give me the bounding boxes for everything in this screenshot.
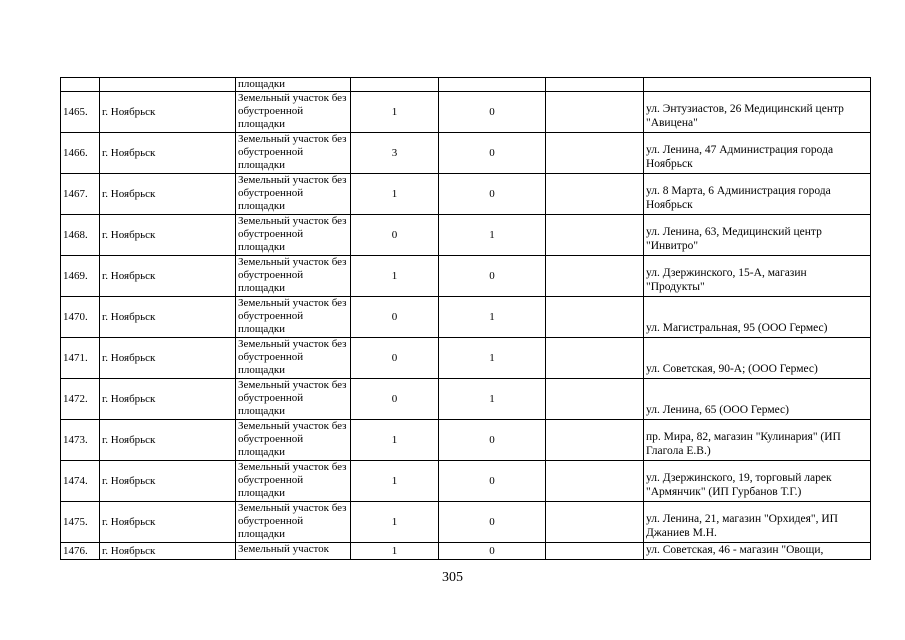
table-row bbox=[61, 338, 871, 379]
cell-address: ул. Ленина, 63, Медицинский центр "Инвитро" bbox=[644, 215, 871, 256]
cell-col4: 3 bbox=[351, 133, 439, 174]
cell-type: Земельный участок без обустроенной площадки bbox=[236, 256, 351, 297]
cell-type: Земельный участок без обустроенной площадки bbox=[236, 174, 351, 215]
cell-num: 1471. bbox=[61, 338, 100, 379]
cell-num: 1468. bbox=[61, 215, 100, 256]
cell-col6 bbox=[546, 215, 644, 256]
cell-type: Земельный участок без обустроенной площадки bbox=[236, 92, 351, 133]
table-row bbox=[61, 297, 871, 338]
cell-num: 1466. bbox=[61, 133, 100, 174]
cell-col4: 0 bbox=[351, 297, 439, 338]
cell-num: 1474. bbox=[61, 461, 100, 502]
cell-col5: 0 bbox=[439, 133, 546, 174]
cell-col4: 1 bbox=[351, 502, 439, 543]
cell-city: г. Ноябрьск bbox=[100, 92, 236, 133]
cell-col5: 0 bbox=[439, 543, 546, 560]
cell-city bbox=[100, 78, 236, 92]
cell-city: г. Ноябрьск bbox=[100, 543, 236, 560]
registry-table bbox=[60, 77, 871, 560]
cell-col5: 1 bbox=[439, 379, 546, 420]
cell-col6 bbox=[546, 338, 644, 379]
cell-num: 1467. bbox=[61, 174, 100, 215]
cell-col6 bbox=[546, 461, 644, 502]
cell-city: г. Ноябрьск bbox=[100, 256, 236, 297]
cell-city: г. Ноябрьск bbox=[100, 338, 236, 379]
cell-num: 1473. bbox=[61, 420, 100, 461]
cell-type: Земельный участок без обустроенной площадки bbox=[236, 297, 351, 338]
table-row bbox=[61, 215, 871, 256]
cell-type: площадки bbox=[236, 78, 351, 92]
cell-col4: 1 bbox=[351, 420, 439, 461]
cell-col4: 1 bbox=[351, 174, 439, 215]
table-body bbox=[61, 78, 871, 560]
cell-col5: 0 bbox=[439, 502, 546, 543]
cell-address: ул. Ленина, 65 (ООО Гермес) bbox=[644, 379, 871, 420]
cell-col4 bbox=[351, 78, 439, 92]
cell-city: г. Ноябрьск bbox=[100, 420, 236, 461]
cell-address: ул. Советская, 46 - магазин "Овощи, bbox=[644, 543, 871, 560]
cell-type: Земельный участок без обустроенной площадки bbox=[236, 461, 351, 502]
cell-col6 bbox=[546, 379, 644, 420]
table-row bbox=[61, 256, 871, 297]
cell-type: Земельный участок без обустроенной площадки bbox=[236, 133, 351, 174]
cell-num: 1469. bbox=[61, 256, 100, 297]
cell-address: пр. Мира, 82, магазин "Кулинария" (ИП Глагола Е.В.) bbox=[644, 420, 871, 461]
cell-col6 bbox=[546, 420, 644, 461]
cell-col6 bbox=[546, 256, 644, 297]
cell-col5 bbox=[439, 78, 546, 92]
cell-city: г. Ноябрьск bbox=[100, 461, 236, 502]
cell-type: Земельный участок без обустроенной площадки bbox=[236, 420, 351, 461]
cell-type: Земельный участок без обустроенной площадки bbox=[236, 338, 351, 379]
cell-type: Земельный участок bbox=[236, 543, 351, 560]
cell-type: Земельный участок без обустроенной площадки bbox=[236, 215, 351, 256]
table-row-continued bbox=[61, 78, 871, 92]
table-row bbox=[61, 174, 871, 215]
cell-num bbox=[61, 78, 100, 92]
cell-col4: 1 bbox=[351, 543, 439, 560]
cell-col6 bbox=[546, 174, 644, 215]
cell-col4: 1 bbox=[351, 461, 439, 502]
cell-type: Земельный участок без обустроенной площадки bbox=[236, 502, 351, 543]
cell-col5: 1 bbox=[439, 215, 546, 256]
cell-address: ул. Ленина, 21, магазин "Орхидея", ИП Джаниев М.Н. bbox=[644, 502, 871, 543]
cell-col6 bbox=[546, 92, 644, 133]
cell-address bbox=[644, 78, 871, 92]
cell-col5: 1 bbox=[439, 338, 546, 379]
table-row bbox=[61, 379, 871, 420]
cell-col5: 0 bbox=[439, 256, 546, 297]
cell-num: 1470. bbox=[61, 297, 100, 338]
cell-col4: 0 bbox=[351, 338, 439, 379]
table-row bbox=[61, 502, 871, 543]
cell-col5: 0 bbox=[439, 461, 546, 502]
cell-type: Земельный участок без обустроенной площадки bbox=[236, 379, 351, 420]
cell-col6 bbox=[546, 297, 644, 338]
cell-num: 1475. bbox=[61, 502, 100, 543]
cell-col6 bbox=[546, 502, 644, 543]
cell-num: 1465. bbox=[61, 92, 100, 133]
cell-address: ул. Советская, 90-А; (ООО Гермес) bbox=[644, 338, 871, 379]
cell-city: г. Ноябрьск bbox=[100, 379, 236, 420]
cell-col4: 0 bbox=[351, 215, 439, 256]
cell-col4: 1 bbox=[351, 92, 439, 133]
cell-col4: 1 bbox=[351, 256, 439, 297]
cell-col4: 0 bbox=[351, 379, 439, 420]
table-row bbox=[61, 420, 871, 461]
cell-col5: 1 bbox=[439, 297, 546, 338]
cell-city: г. Ноябрьск bbox=[100, 133, 236, 174]
cell-city: г. Ноябрьск bbox=[100, 502, 236, 543]
cell-col6 bbox=[546, 78, 644, 92]
cell-city: г. Ноябрьск bbox=[100, 297, 236, 338]
cell-city: г. Ноябрьск bbox=[100, 215, 236, 256]
cell-col6 bbox=[546, 543, 644, 560]
cell-col6 bbox=[546, 133, 644, 174]
cell-address: ул. Энтузиастов, 26 Медицинский центр "Авицена" bbox=[644, 92, 871, 133]
table-row bbox=[61, 461, 871, 502]
cell-col5: 0 bbox=[439, 420, 546, 461]
cell-address: ул. Дзержинского, 19, торговый ларек "Армянчик" (ИП Гурбанов Т.Г.) bbox=[644, 461, 871, 502]
table-row bbox=[61, 543, 871, 560]
cell-address: ул. Дзержинского, 15-А, магазин "Продукты" bbox=[644, 256, 871, 297]
cell-col5: 0 bbox=[439, 92, 546, 133]
cell-num: 1476. bbox=[61, 543, 100, 560]
cell-num: 1472. bbox=[61, 379, 100, 420]
cell-address: ул. 8 Марта, 6 Администрация города Ноябрьск bbox=[644, 174, 871, 215]
cell-address: ул. Магистральная, 95 (ООО Гермес) bbox=[644, 297, 871, 338]
cell-address: ул. Ленина, 47 Администрация города Ноябрьск bbox=[644, 133, 871, 174]
cell-col5: 0 bbox=[439, 174, 546, 215]
cell-city: г. Ноябрьск bbox=[100, 174, 236, 215]
table-row bbox=[61, 92, 871, 133]
table-row bbox=[61, 133, 871, 174]
page-number: 305 bbox=[442, 570, 463, 585]
